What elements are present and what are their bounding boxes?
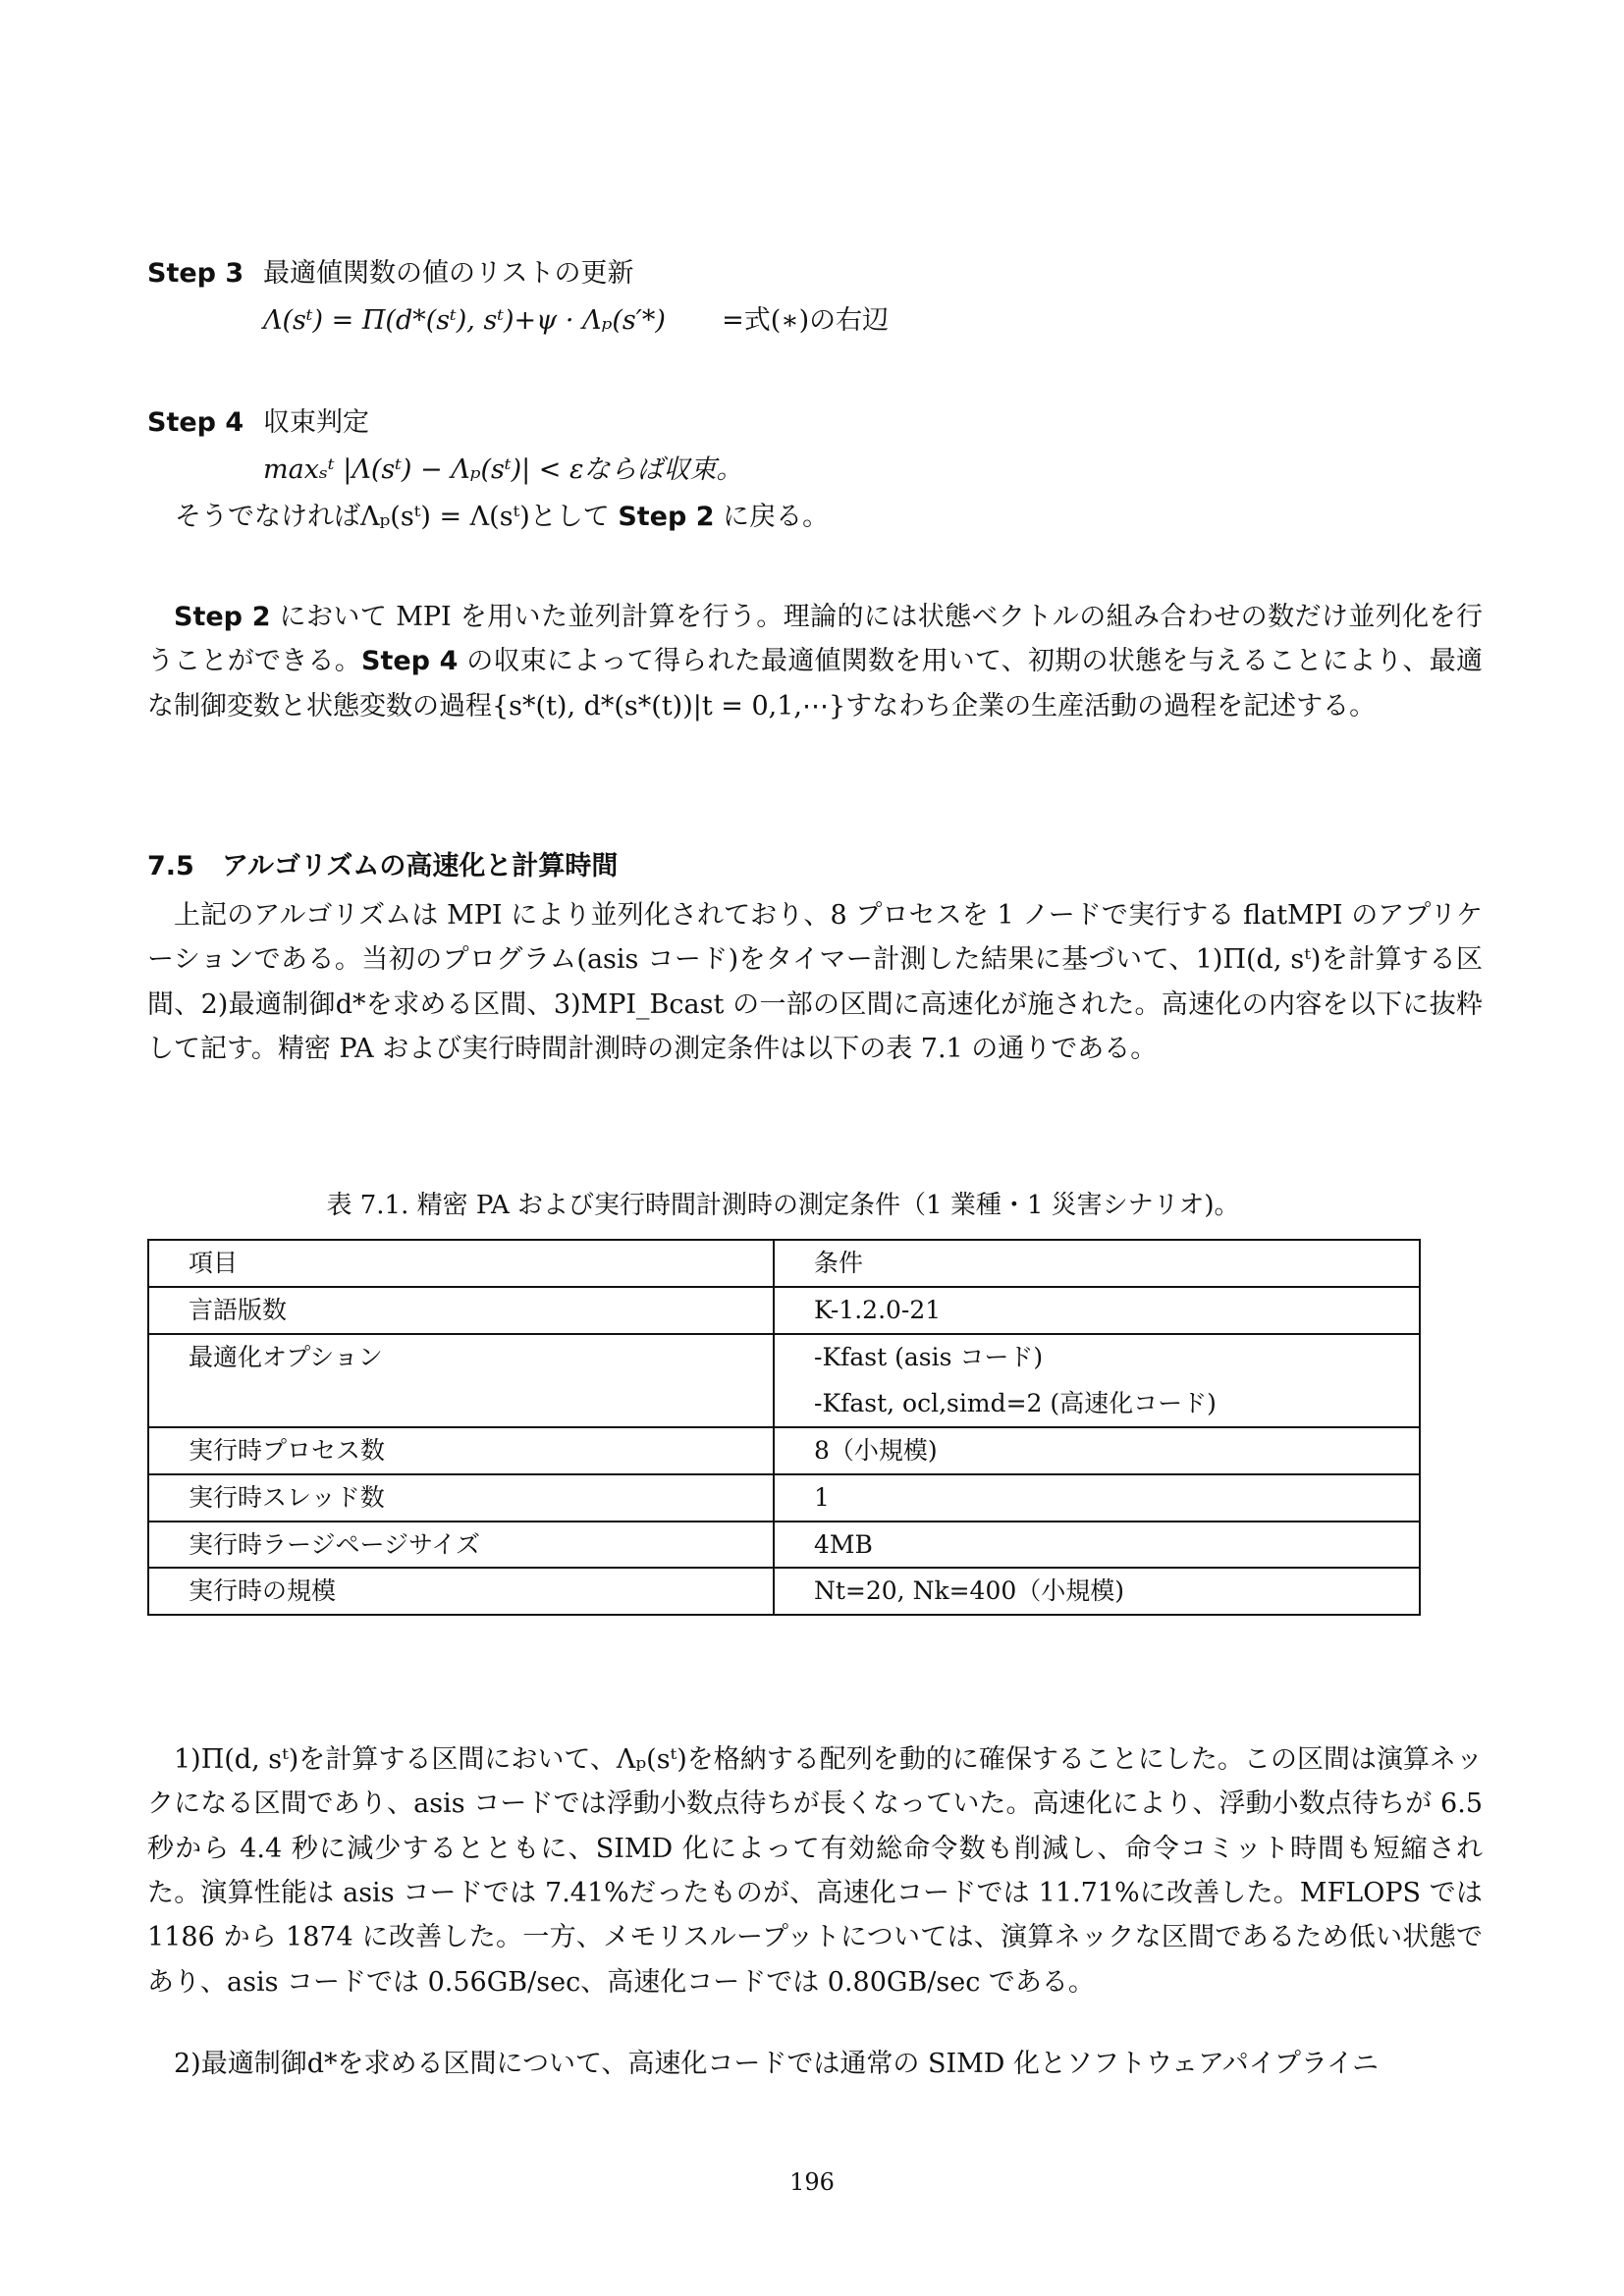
table-row	[148, 1522, 1420, 1569]
table-cell-cond-line1: -Kfast (asis コード)	[814, 1342, 1044, 1371]
table-cell-cond: 8（小規模)	[774, 1427, 1420, 1474]
step4-else-step: Step 2	[618, 501, 715, 532]
paragraph-3	[147, 1737, 1483, 2004]
para1-step-ref: Step 2	[174, 602, 271, 632]
paragraph-4	[147, 2042, 1483, 2086]
table-cell-item: 最適化オプション	[148, 1334, 774, 1428]
step4-formula-line	[263, 450, 1483, 491]
step4-else-line	[175, 497, 1483, 538]
section-number: 7.5	[147, 851, 194, 881]
step3-formula-line	[263, 300, 1483, 342]
step4-label: Step 4	[147, 407, 244, 438]
table-cell-cond: 1	[774, 1474, 1420, 1522]
step4-else-pre: そうでなければΛₚ(sᵗ) = Λ(sᵗ)として	[175, 501, 619, 532]
section-title: アルゴリズムの高速化と計算時間	[222, 851, 619, 881]
table-cell-item: 実行時ラージページサイズ	[148, 1522, 774, 1569]
table-row	[148, 1427, 1420, 1474]
paragraph-2	[147, 893, 1483, 1071]
section-heading	[147, 846, 1483, 887]
step3-label: Step 3	[147, 258, 244, 289]
step3-block	[147, 253, 1483, 342]
table-row	[148, 1474, 1420, 1522]
table-cell-item: 実行時の規模	[148, 1568, 774, 1615]
table-header-row	[148, 1240, 1420, 1287]
table-header-item: 項目	[148, 1240, 774, 1287]
step3-formula: Λ(sᵗ) = Π(d*(sᵗ), sᵗ)+ψ · Λₚ(s′*)	[263, 304, 666, 336]
para1-step-ref2: Step 4	[361, 646, 459, 677]
table-cell-cond: 4MB	[774, 1522, 1420, 1569]
paragraph-1	[147, 595, 1483, 728]
table-cell-cond: K-1.2.0-21	[774, 1287, 1420, 1334]
table-row	[148, 1334, 1420, 1428]
step4-else-post: に戻る。	[714, 501, 830, 532]
para1-text-a: において MPI を用いた並列計算を行う。理論的には状態ベクトルの組み合わせの数だけ並列化を行うことができる。	[147, 602, 1483, 677]
step4-block	[147, 402, 1483, 538]
table-header-cond: 条件	[774, 1240, 1420, 1287]
para2-text: 上記のアルゴリズムは MPI により並列化されており、8 プロセスを 1 ノードで実行する flatMPI のアプリケーションである。当初のプログラム(asis コード)をタイマー計測した結果に基づいて、1)Π(d, sᵗ)を計算する区間、2)最適制御d*を求める区間、3)MPI_Bcast の一部の区間に高速化が施された。高速化の内容を以下に抜粋して記す。精密 PA および実行時間計測時の測定条件は以下の表 7.1 の通りである。	[147, 900, 1483, 1065]
page-number: 196	[789, 2168, 835, 2196]
table-row	[148, 1287, 1420, 1334]
table-cell-cond-line2: -Kfast, ocl,simd=2 (高速化コード)	[814, 1389, 1217, 1418]
step4-formula: maxₛᵗ |Λ(sᵗ) − Λₚ(sᵗ)| < εならば収束。	[263, 454, 743, 485]
table-cell-item: 言語版数	[148, 1287, 774, 1334]
step3-title: 最適値関数の値のリストの更新	[263, 258, 634, 289]
para4-text: 2)最適制御d*を求める区間について、高速化コードでは通常の SIMD 化とソフトウェアパイプライニ	[174, 2049, 1380, 2079]
table-cell-cond	[774, 1334, 1420, 1428]
step3-formula-note: =式(∗)の右辺	[722, 304, 890, 336]
conditions-table	[147, 1239, 1421, 1616]
para3-text: 1)Π(d, sᵗ)を計算する区間において、Λₚ(sᵗ)を格納する配列を動的に確保することにした。この区間は演算ネックになる区間であり、asis コードでは浮動小数点待ちが長くなっていた。高速化により、浮動小数点待ちが 6.5 秒から 4.4 秒に減少するとともに、SIMD 化によって有効総命令数も削減し、命令コミット時間も短縮された。演算性能は asis コードでは 7.41%だったものが、高速化コードでは 11.71%に改善した。MFLOPS では 1186 から 1874 に改善した。一方、メモリスループットについては、演算ネックな区間であるため低い状態であり、asis コードでは 0.56GB/sec、高速化コードでは 0.80GB/sec である。	[147, 1744, 1483, 1998]
step4-title: 収束判定	[263, 407, 369, 438]
table-caption: 表 7.1. 精密 PA および実行時間計測時の測定条件（1 業種・1 災害シナリオ)。	[326, 1191, 1240, 1220]
table-cell-cond: Nt=20, Nk=400（小規模)	[774, 1568, 1420, 1615]
table-cell-item: 実行時プロセス数	[148, 1427, 774, 1474]
table-row	[148, 1568, 1420, 1615]
para1-text-b: の収束によって得られた最適値関数を用いて、初期の状態を与えることにより、最適な制御変数と状態変数の過程{s*(t), d*(s*(t))|t = 0,1,⋯}すなわち企業の生産活動の過程を記述する。	[147, 646, 1484, 721]
table-cell-item: 実行時スレッド数	[148, 1474, 774, 1522]
